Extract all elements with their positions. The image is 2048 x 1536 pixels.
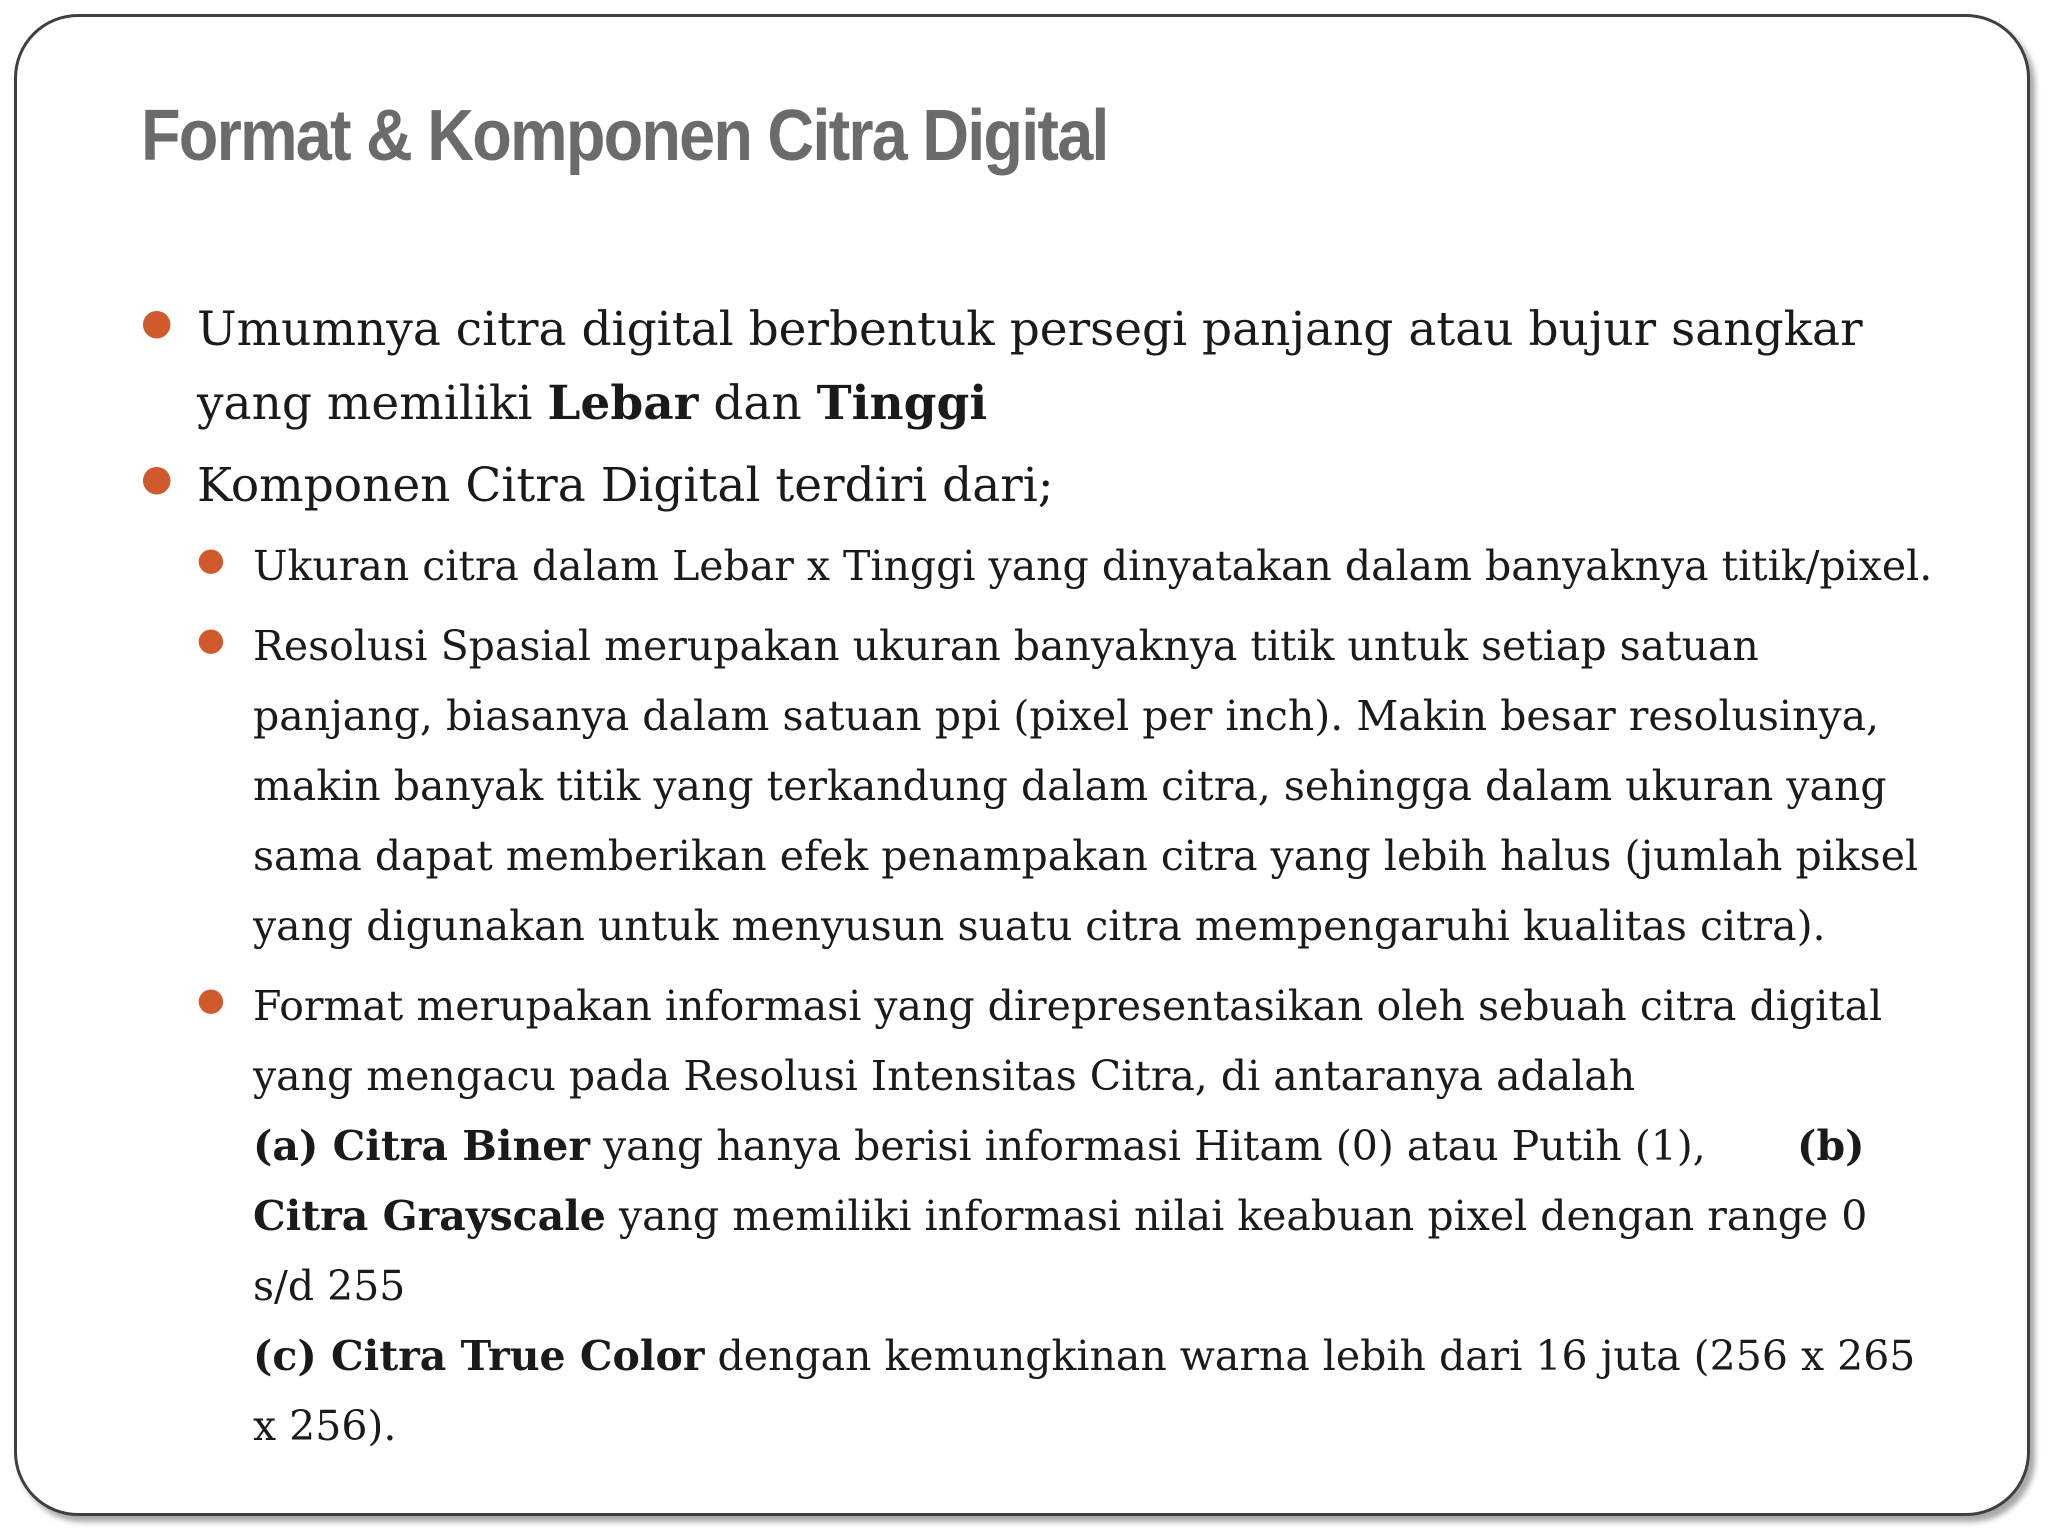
bold-term-tinggi: Tinggi <box>816 376 988 431</box>
format-intro: Format merupakan informasi yang direpresentasikan oleh sebuah citra digital yang mengacu pada Resolusi Intensitas Citra, di antaranya adalah <box>253 982 1883 1100</box>
format-c-text: dengan kemungkinan warna lebih dari 16 juta (256 x 265 x 256). <box>253 1332 1916 1450</box>
sub-bullet-size <box>197 531 1941 601</box>
sub-bullet-text: Ukuran citra dalam Lebar x Tinggi yang dinyatakan dalam banyaknya titik/pixel. <box>253 542 1933 590</box>
sub-bullet-text: Resolusi Spasial merupakan ukuran banyaknya titik untuk setiap satuan panjang, biasanya dalam satuan ppi (pixel per inch). Makin besar resolusinya, makin banyak titik yang terkandung dalam citra, sehingga dalam ukuran yang sama dapat memberikan efek penampakan citra yang lebih halus (jumlah piksel yang digunakan untuk menyusun suatu citra mempengaruhi kualitas citra). <box>253 622 1919 950</box>
bullet-icon: ● <box>197 980 225 1018</box>
bullet-text-connector: dan <box>698 376 817 431</box>
format-a-label: (a) Citra Biner <box>253 1122 590 1170</box>
format-b-text: yang memiliki informasi nilai keabuan pixel dengan range 0 s/d 255 <box>253 1192 1868 1310</box>
format-c-label: (c) Citra True Color <box>253 1332 705 1380</box>
sub-bullet-resolution <box>197 611 1941 961</box>
slide-title: Format & Komponen Citra Digital <box>141 96 1108 176</box>
bullet-icon: ● <box>197 540 225 578</box>
bullet-icon: ● <box>141 302 173 343</box>
format-a-text: yang hanya berisi informasi Hitam (0) atau Putih (1), <box>589 1122 1706 1170</box>
bullet-text: Komponen Citra Digital terdiri dari; <box>197 458 1054 513</box>
bullet-item-dimensions <box>141 293 1941 441</box>
sub-bullet-format <box>197 971 1941 1461</box>
bullet-icon: ● <box>141 458 173 499</box>
format-b-label: (b) Citra Grayscale <box>253 1122 1865 1240</box>
bullet-text: Umumnya citra digital berbentuk persegi panjang atau bujur sangkar yang memiliki <box>197 302 1863 431</box>
slide-frame <box>14 14 2030 1516</box>
bold-term-lebar: Lebar <box>547 376 699 431</box>
bullet-icon: ● <box>197 620 225 658</box>
slide-content <box>141 293 1941 1471</box>
bullet-item-components <box>141 449 1941 523</box>
